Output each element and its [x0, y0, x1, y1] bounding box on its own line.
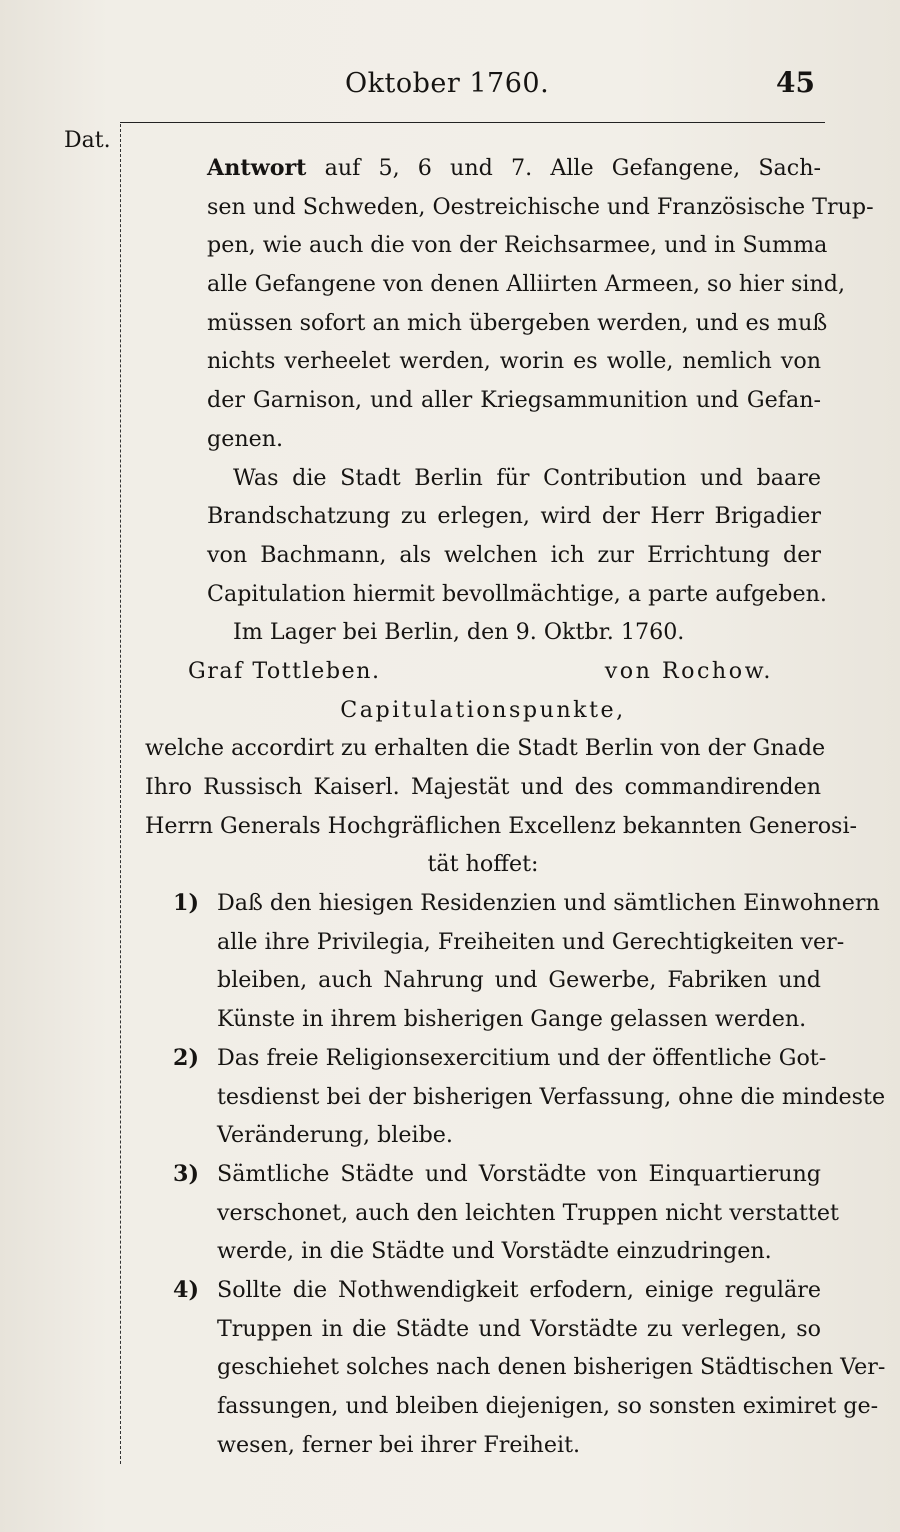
point-line: werde, in die Städte und Vorstädte einzudringen.: [217, 1238, 772, 1265]
reply-line: sen und Schweden, Oestreichische und Französische Trup-: [207, 193, 874, 220]
point-line: fassungen, und bleiben diejenigen, so sonsten eximiret ge-: [217, 1393, 879, 1419]
intro-line: Herrn Generals Hochgräflichen Excellenz bekannten Generosi-: [145, 812, 858, 839]
signature-line: [145, 652, 821, 691]
contribution-line: Capitulation hiermit bevollmächtige, a parte aufgeben.: [207, 580, 827, 607]
reply-line: müssen sofort an mich übergeben werden, und es muß: [207, 309, 828, 336]
intro-line: welche accordirt zu erhalten die Stadt Berlin von der Gnade: [145, 735, 826, 762]
running-head: [0, 68, 900, 108]
point-text: Das freie Religionsexercitium und der öffentliche Got-: [217, 1044, 827, 1071]
point-line: wesen, ferner bei ihrer Freiheit.: [217, 1431, 581, 1458]
point-number: 3): [173, 1160, 199, 1187]
reply-line-text: auf 5, 6 und 7. Alle Gefangene, Sach-: [324, 155, 821, 181]
running-title: Oktober 1760.: [345, 68, 550, 99]
reply-line: pen, wie auch die von der Reichsarmee, und in Summa: [207, 232, 828, 259]
point-number: 1): [173, 890, 199, 917]
point-line: [145, 1039, 827, 1078]
margin-label: Dat.: [64, 128, 111, 153]
point-line: [145, 1155, 821, 1194]
point-line: [145, 884, 880, 923]
contribution-line: von Bachmann, als welchen ich zur Errichtung der: [207, 541, 821, 568]
point-line: bleiben, auch Nahrung und Gewerbe, Fabriken und: [217, 967, 821, 994]
reply-line: nichts verheelet werden, worin es wolle, nemlich von: [207, 348, 821, 375]
point-line: alle ihre Privilegia, Freiheiten und Gerechtigkeiten ver-: [217, 928, 845, 955]
point-line: tesdienst bei der bisherigen Verfassung, ohne die mindeste: [217, 1083, 886, 1110]
point-text: Sämtliche Städte und Vorstädte von Einquartierung: [217, 1160, 821, 1187]
intro-line: Ihro Russisch Kaiserl. Majestät und des commandirenden: [145, 774, 821, 800]
point-line: verschonet, auch den leichten Truppen nicht verstattet: [217, 1199, 839, 1226]
reply-line: alle Gefangene von denen Alliirten Armeen, so hier sind,: [207, 271, 846, 298]
point-text: Daß den hiesigen Residenzien und sämtlichen Einwohnern: [217, 890, 880, 917]
reply-line: der Garnison, und aller Kriegsammunition und Gefan-: [207, 387, 821, 414]
page-number: 45: [776, 66, 815, 99]
contribution-line: Brandschatzung zu erlegen, wird der Herr Brigadier: [207, 503, 821, 530]
point-number: 4): [173, 1276, 199, 1303]
header-rule: [120, 122, 825, 123]
point-text: Sollte die Nothwendigkeit erfodern, einige reguläre: [217, 1276, 821, 1303]
margin-rule: [120, 124, 121, 1464]
point-line: Truppen in die Städte und Vorstädte zu verlegen, so: [217, 1315, 821, 1342]
point-number: 2): [173, 1044, 199, 1071]
reply-line: [145, 149, 821, 188]
reply-lead: Antwort: [207, 155, 307, 181]
point-line: [145, 1271, 821, 1310]
reply-line: genen.: [207, 425, 284, 452]
capitulation-heading: Capitulationspunkte,: [340, 696, 626, 723]
point-line: geschiehet solches nach denen bisherigen Städtischen Ver-: [217, 1354, 886, 1381]
place-date: Im Lager bei Berlin, den 9. Oktbr. 1760.: [233, 619, 685, 646]
signature-right: von Rochow.: [604, 657, 773, 684]
point-line: Veränderung, bleibe.: [217, 1122, 453, 1149]
point-line: Künste in ihrem bisherigen Gange gelassen werden.: [217, 1006, 807, 1033]
intro-line: tät hoffet:: [427, 851, 539, 878]
signature-left: Graf Tottleben.: [188, 657, 381, 684]
text-column: [145, 149, 886, 1464]
contribution-line: Was die Stadt Berlin für Contribution und baare: [233, 464, 821, 491]
